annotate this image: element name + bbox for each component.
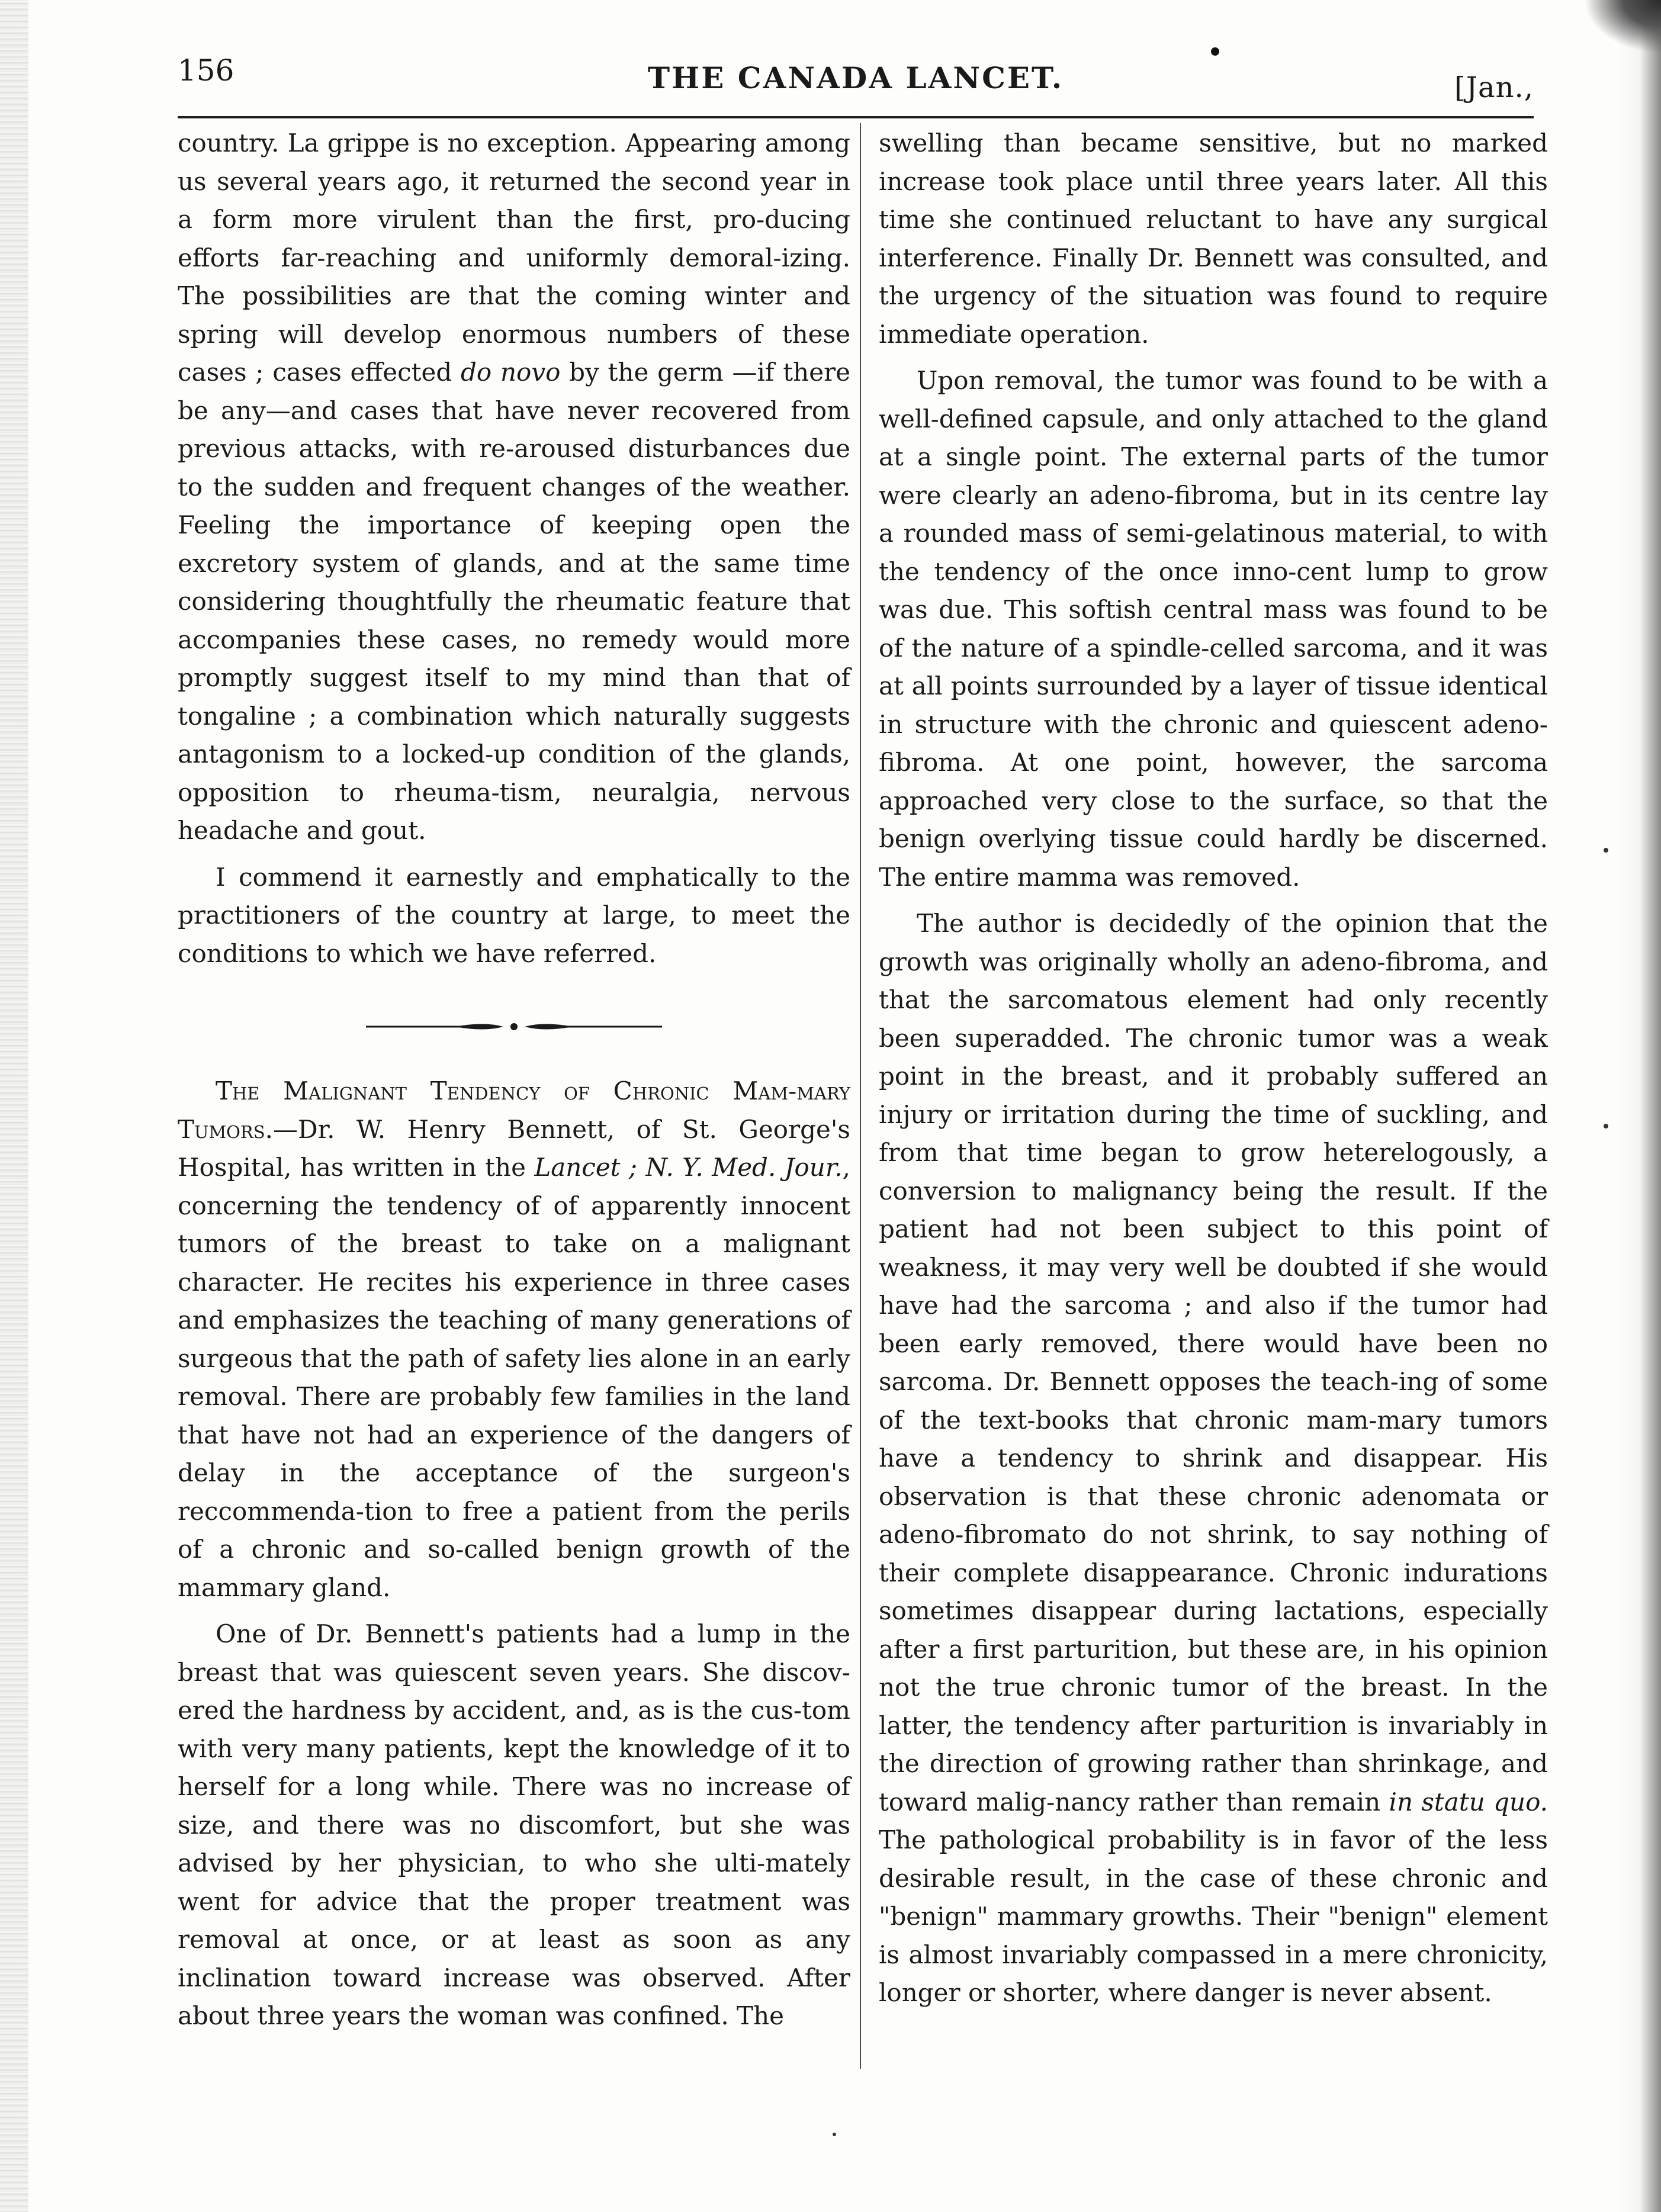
article-paragraph-1: [178, 1072, 850, 1607]
article-p1-text-a: —Dr. W. Henry Bennett, of St. George's Hospital, has written in the: [178, 1114, 850, 1182]
ink-dot: [1211, 47, 1219, 56]
scan-corner-shadow: [1584, 0, 1661, 53]
right-paragraph-2: Upon removal, the tumor was found to be with a well-defined capsule, and only attached to the gland at a single point. The external parts of the tumor were clearly an adeno-fibroma, but in its centre lay a rounded mass of semi-gelatinous material, to with the tendency of the once inno-cent lump to grow was due. This softish central mass was found to be of the nature of a spindle-celled sarcoma, and it was at all points surrounded by a layer of tissue identical in structure with the chronic and quiescent adeno-fibroma. At one point, however, the sarcoma approached very close to the surface, so that the benign overlying tissue could hardly be discerned. The entire mamma was removed.: [879, 366, 1548, 892]
left-p1-italic: do novo: [461, 358, 561, 387]
scan-speck: [1604, 848, 1608, 853]
scan-speck: [1604, 1124, 1608, 1128]
left-p1-rest: by the germ —if there be any—and cases that have never recovered from previous attacks, with re-aroused disturbances due to the sudden and frequent changes of the weather. Feeling the importance of keeping open the excretory system of glands, and at the same time considering thoughtfully the rheumatic feature that accompanies these cases, no remedy would more promptly suggest itself to my mind than that of tongaline ; a combination which naturally suggests antagonism to a locked-up condition of the glands, opposition to rheuma-tism, neuralgia, nervous headache and gout.: [178, 358, 851, 845]
left-p1-text: country. La grippe is no exception. Appearing among us several years ago, it returned the second year in a form more virulent than the first, pro-ducing efforts far-reaching and uniformly demoral-izing. The possibilities are that the coming winter and spring will develop enormous numbers of these cases ; cases effected: [178, 128, 850, 387]
right-p3-rest: The pathological probability is in favor of the less desirable result, in the case of these chronic and "benign" mammary growths. Their "benign" element is almost invariably compassed in a mere chronicity, longer or shorter, where danger is never absent.: [879, 1825, 1548, 2007]
page-header: [178, 47, 1534, 112]
issue-date: [Jan.,: [1454, 71, 1534, 104]
scan-speck: [833, 2133, 836, 2136]
right-column: [879, 124, 1548, 2012]
article-title: The Malignant Tendency of Chronic Mam-mary Tumors.: [178, 1076, 850, 1144]
scan-edge-right: [1614, 0, 1661, 2212]
page-number: 156: [178, 53, 234, 88]
section-divider-ornament: [348, 1006, 680, 1047]
left-column: [178, 124, 850, 2036]
right-p3-italic: in statu quo.: [1389, 1787, 1548, 1816]
right-p3-text: The author is decidedly of the opinion that the growth was originally wholly an adeno-fibroma, and that the sarcomatous element had only recently been superadded. The chronic tumor was a weak point in the breast, and it probably suffered an injury or irritation during the time of suckling, and from that time began to grow heterelogously, a conversion to malignancy being the result. If the patient had not been subject to this point of weakness, it may very well be doubted if she would have had the sarcoma ; and also if the tumor had been early removed, there would have been no sarcoma. Dr. Bennett opposes the teach-ing of some of the text-books that chronic mam-mary tumors have a tendency to shrink and disappear. His observation is that these chronic adenomata or adeno-fibromato do not shrink, to say nothing of their complete disappearance. Chronic indurations sometimes disappear during lactations, especially after a first parturition, but these are, in his opinion not the true chronic tumor of the breast. In the latter, the tendency after parturition is invariably in the direction of growing rather than shrinkage, and toward malig-nancy rather than remain: [879, 909, 1548, 1816]
header-rule: [178, 116, 1534, 118]
article-paragraph-2: One of Dr. Bennett's patients had a lump in the breast that was quiescent seven years. She discov-ered the hardness by accident, and, as is the cus-tom with very many patients, kept the knowledge of it to herself for a long while. There was no increase of size, and there was no discomfort, but she was advised by her physician, to who she ulti-mately went for advice that the proper treatment was removal at once, or at least as soon as any inclination toward increase was observed. After about three years the woman was confined. The: [178, 1619, 850, 2030]
left-paragraph-1: [178, 124, 850, 850]
right-paragraph-3: [879, 905, 1548, 2012]
column-divider: [860, 123, 861, 2069]
article-p1-citation: Lancet ; N. Y. Med. Jour.: [534, 1153, 843, 1182]
article-p1-text-b: , concerning the tendency of of apparently innocent tumors of the breast to take on a malignant character. He recites his experience in three cases and emphasizes the teaching of many generations of surgeous that the path of safety lies alone in an early removal. There are probably few families in the land that have not had an experience of the dangers of delay in the acceptance of the surgeon's reccommenda-tion to free a patient from the perils of a chronic and so-called benign growth of the mammary gland.: [178, 1153, 850, 1602]
journal-title: THE CANADA LANCET.: [647, 60, 1064, 95]
right-paragraph-1: swelling than became sensitive, but no marked increase took place until three years later. All this time she continued reluctant to have any surgical interference. Finally Dr. Bennett was consulted, and the urgency of the situation was found to require immediate operation.: [879, 128, 1548, 349]
scan-edge-left: [0, 0, 28, 2212]
left-paragraph-2: I commend it earnestly and emphatically to the practitioners of the country at large, to meet the conditions to which we have referred.: [178, 862, 850, 968]
